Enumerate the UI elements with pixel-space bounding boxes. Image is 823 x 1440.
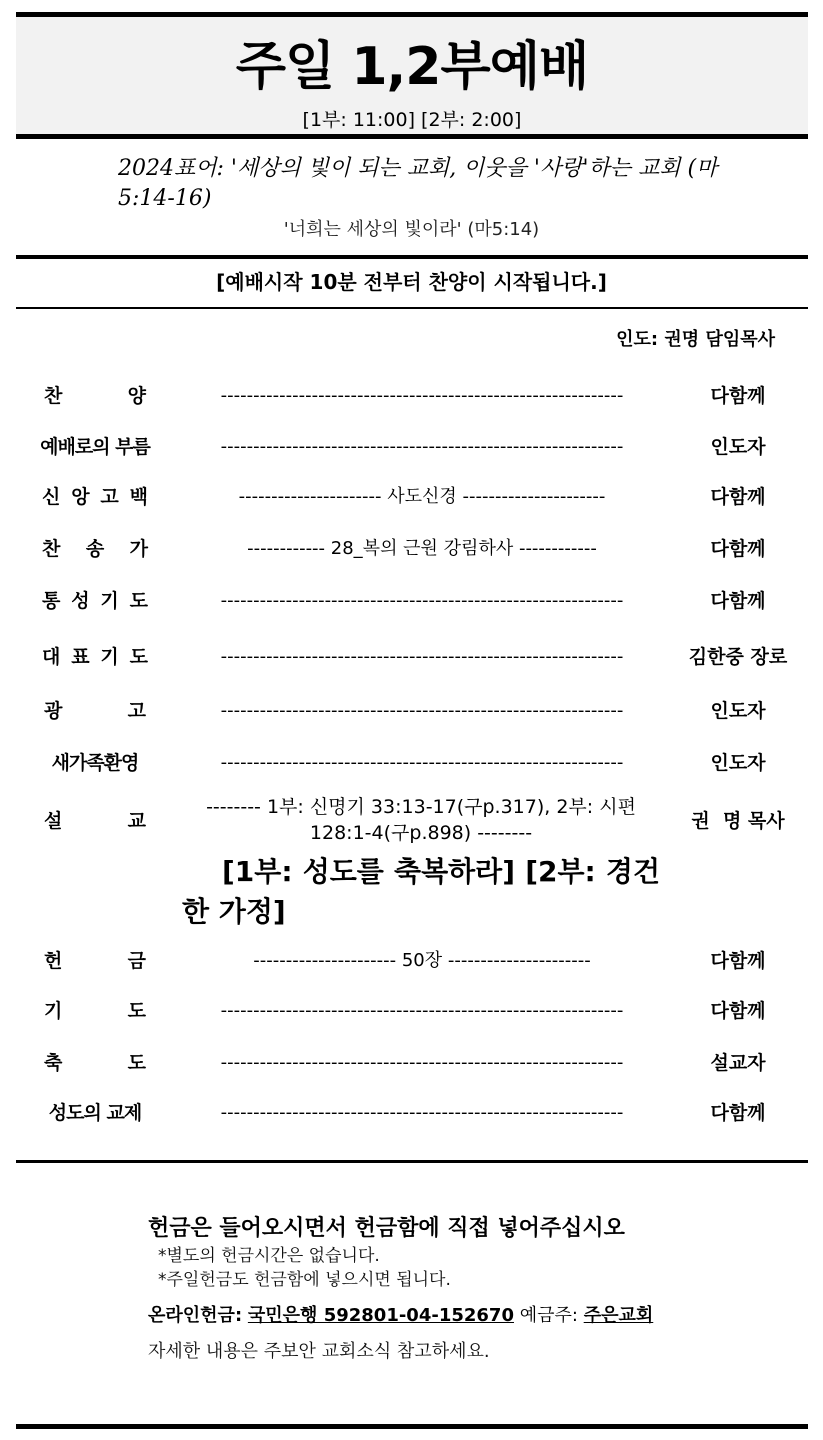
order-detail: -------------------------------------------------------------- <box>220 700 624 721</box>
header-bottom-rule <box>16 134 808 139</box>
order-person: 다함께 <box>710 950 766 972</box>
account-holder: 주은교회 <box>583 1305 654 1326</box>
order-person: 인도자 <box>710 436 766 458</box>
page-title: 주일 1,2부예배 <box>235 37 589 97</box>
order-label: 예배로의 부름 <box>40 436 150 458</box>
order-person: 김한중 장로 <box>688 646 788 668</box>
order-row-new-family <box>0 748 823 778</box>
order-detail: -------------------------------------------------------------- <box>220 590 624 611</box>
year-motto: 2024표어: '세상의 빛이 되는 교회, 이웃을 '사랑'하는 교회 (마5:14-16) <box>118 156 718 211</box>
order-person: 다함께 <box>710 486 766 508</box>
order-detail: ---------------------- 50장 ---------------------- <box>253 950 591 971</box>
order-person: 다함께 <box>710 1000 766 1022</box>
bank-account: 국민은행 592801-04-152670 <box>247 1305 514 1326</box>
offering-title: 헌금은 들어오시면서 헌금함에 직접 넣어주십시오 <box>148 1216 625 1241</box>
order-label: 축 도 <box>44 1052 146 1074</box>
order-person: 다함께 <box>710 1102 766 1124</box>
order-row-representative-prayer <box>0 642 823 672</box>
order-person: 다함께 <box>710 538 766 560</box>
order-label: 통 성 기 도 <box>42 590 148 612</box>
notice-top-rule <box>16 255 808 259</box>
sermon-title: [1부: 성도를 축복하라] [2부: 경건한 가정] <box>182 855 660 928</box>
order-row-prayer <box>0 996 823 1026</box>
order-row-united-prayer <box>0 586 823 616</box>
order-detail: -------------------------------------------------------------- <box>220 1052 624 1073</box>
service-times: [1부: 11:00] [2부: 2:00] <box>302 109 522 131</box>
order-person: 인도자 <box>710 752 766 774</box>
order-label: 성도의 교제 <box>48 1102 142 1124</box>
order-detail: -------------------------------------------------------------- <box>220 385 624 406</box>
order-detail: -------------------------------------------------------------- <box>220 646 624 667</box>
order-detail: ------------ 28_복의 근원 강림하사 ------------ <box>247 538 597 559</box>
online-offering-label: 온라인헌금: <box>148 1305 243 1326</box>
offering-note: *주일헌금도 헌금함에 넣으시면 됩니다. <box>158 1270 451 1290</box>
header-box <box>16 17 808 135</box>
order-person: 설교자 <box>710 1052 766 1074</box>
order-person: 권 명 목사 <box>691 810 785 832</box>
order-person: 인도자 <box>710 700 766 722</box>
motto-verse: '너희는 세상의 빛이라' (마5:14) <box>283 219 540 240</box>
order-label: 헌 금 <box>44 950 146 972</box>
worship-leader: 인도: 권명 담임목사 <box>616 329 775 350</box>
order-person: 다함께 <box>710 590 766 612</box>
notice-bottom-rule <box>16 307 808 309</box>
order-row-praise <box>0 381 823 411</box>
order-bottom-rule <box>16 1160 808 1163</box>
order-detail: -------------------------------------------------------------- <box>220 1000 624 1021</box>
order-label: 찬 양 <box>44 385 146 407</box>
order-row-hymn <box>0 534 823 564</box>
offering-note: *별도의 헌금시간은 없습니다. <box>158 1246 380 1266</box>
offering-info <box>148 1214 768 1366</box>
order-row-call-to-worship <box>0 432 823 462</box>
order-label: 기 도 <box>44 1000 146 1022</box>
order-detail: ---------------------- 사도신경 ---------------------- <box>238 486 606 507</box>
detail-note: 자세한 내용은 주보안 교회소식 참고하세요. <box>148 1341 490 1362</box>
sermon-scripture: -------- 1부: 신명기 33:13-17(구p.317), 2부: 시편 128:1-4(구p.898) -------- <box>206 796 636 844</box>
order-row-fellowship <box>0 1098 823 1128</box>
online-offering <box>148 1302 768 1330</box>
order-row-offering <box>0 946 823 976</box>
order-detail: -------------------------------------------------------------- <box>220 436 624 457</box>
order-row-announcements <box>0 696 823 726</box>
order-row-creed <box>0 482 823 512</box>
order-label: 설 교 <box>44 810 146 832</box>
worship-notice: [예배시작 10분 전부터 찬양이 시작됩니다.] <box>216 270 607 294</box>
order-label: 광 고 <box>44 700 146 722</box>
order-label: 새가족환영 <box>51 752 139 774</box>
order-label: 대 표 기 도 <box>42 646 148 668</box>
account-holder-label: 예금주: <box>519 1305 578 1326</box>
order-row-benediction <box>0 1048 823 1078</box>
order-detail: -------------------------------------------------------------- <box>220 752 624 773</box>
order-person: 다함께 <box>710 385 766 407</box>
order-label: 찬 송 가 <box>42 538 148 560</box>
page-bottom-rule <box>16 1424 808 1429</box>
order-detail: -------------------------------------------------------------- <box>220 1102 624 1123</box>
order-label: 신 앙 고 백 <box>42 486 148 508</box>
